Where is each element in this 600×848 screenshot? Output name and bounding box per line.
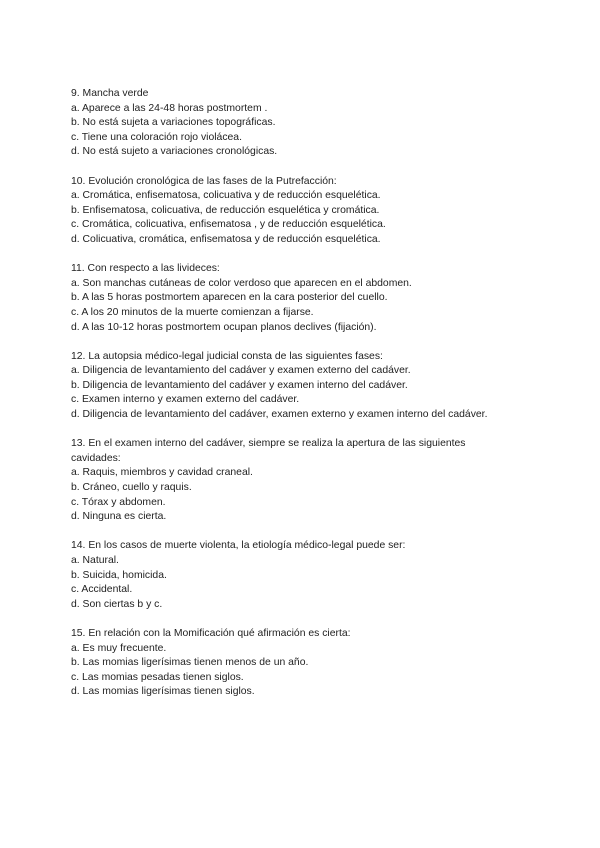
- answer-option: c. Accidental.: [71, 584, 133, 596]
- answer-option: b. Suicida, homicida.: [71, 569, 167, 581]
- question-stem: 12. La autopsia médico-legal judicial consta de las siguientes fases:: [71, 350, 383, 362]
- answer-option: c. A los 20 minutos de la muerte comienzan a fijarse.: [71, 306, 314, 318]
- question-block: [71, 175, 591, 248]
- question-block: [71, 350, 591, 423]
- answer-option: d. Colicuativa, cromática, enfisematosa y de reducción esquelética.: [71, 233, 381, 245]
- question-stem: 9. Mancha verde: [71, 88, 149, 99]
- question-block: [71, 539, 591, 612]
- answer-option: c. Las momias pesadas tienen siglos.: [71, 671, 244, 683]
- answer-option: d. A las 10-12 horas postmortem ocupan planos declives (fijación).: [71, 321, 377, 333]
- answer-option: c. Tórax y abdomen.: [71, 496, 166, 508]
- question-stem: 14. En los casos de muerte violenta, la etiología médico-legal puede ser:: [71, 540, 406, 552]
- question-block: [71, 627, 591, 700]
- answer-option: a. Diligencia de levantamiento del cadáver y examen externo del cadáver.: [71, 365, 411, 377]
- question-block: [71, 87, 591, 160]
- question-block: [71, 262, 591, 335]
- question-stem: 10. Evolución cronológica de las fases de la Putrefacción:: [71, 175, 337, 187]
- answer-option: a. Es muy frecuente.: [71, 642, 167, 654]
- answer-option: b. Diligencia de levantamiento del cadáver y examen interno del cadáver.: [71, 379, 408, 391]
- answer-option: a. Son manchas cutáneas de color verdoso que aparecen en el abdomen.: [71, 277, 412, 289]
- question-stem: 15. En relación con la Momificación qué afirmación es cierta:: [71, 627, 351, 639]
- question-block: [71, 437, 591, 525]
- document-page: [71, 87, 591, 715]
- answer-option: a. Cromática, enfisematosa, colicuativa y de reducción esquelética.: [71, 190, 381, 202]
- answer-option: d. Diligencia de levantamiento del cadáver, examen externo y examen interno del cadáver.: [71, 409, 488, 421]
- answer-option: d. Son ciertas b y c.: [71, 598, 163, 610]
- answer-option: c. Cromática, colicuativa, enfisematosa , y de reducción esquelética.: [71, 219, 386, 231]
- answer-option: d. Ninguna es cierta.: [71, 511, 167, 523]
- answer-option: a. Aparece a las 24-48 horas postmortem .: [71, 102, 268, 114]
- question-stem: cavidades:: [71, 452, 121, 464]
- answer-option: b. Las momias ligerísimas tienen menos de un año.: [71, 657, 309, 669]
- question-stem: 11. Con respecto a las livideces:: [71, 263, 220, 275]
- answer-option: d. Las momias ligerísimas tienen siglos.: [71, 686, 255, 698]
- answer-option: b. Cráneo, cuello y raquis.: [71, 482, 192, 494]
- question-stem: 13. En el examen interno del cadáver, siempre se realiza la apertura de las siguientes: [71, 438, 466, 450]
- answer-option: b. Enfisematosa, colicuativa, de reducción esquelética y cromática.: [71, 204, 380, 216]
- answer-option: a. Raquis, miembros y cavidad craneal.: [71, 467, 253, 479]
- answer-option: b. A las 5 horas postmortem aparecen en la cara posterior del cuello.: [71, 292, 388, 304]
- answer-option: c. Examen interno y examen externo del cadáver.: [71, 394, 300, 406]
- answer-option: b. No está sujeta a variaciones topográficas.: [71, 117, 276, 129]
- answer-option: c. Tiene una coloración rojo violácea.: [71, 131, 242, 143]
- answer-option: a. Natural.: [71, 555, 119, 566]
- answer-option: d. No está sujeto a variaciones cronológicas.: [71, 146, 278, 158]
